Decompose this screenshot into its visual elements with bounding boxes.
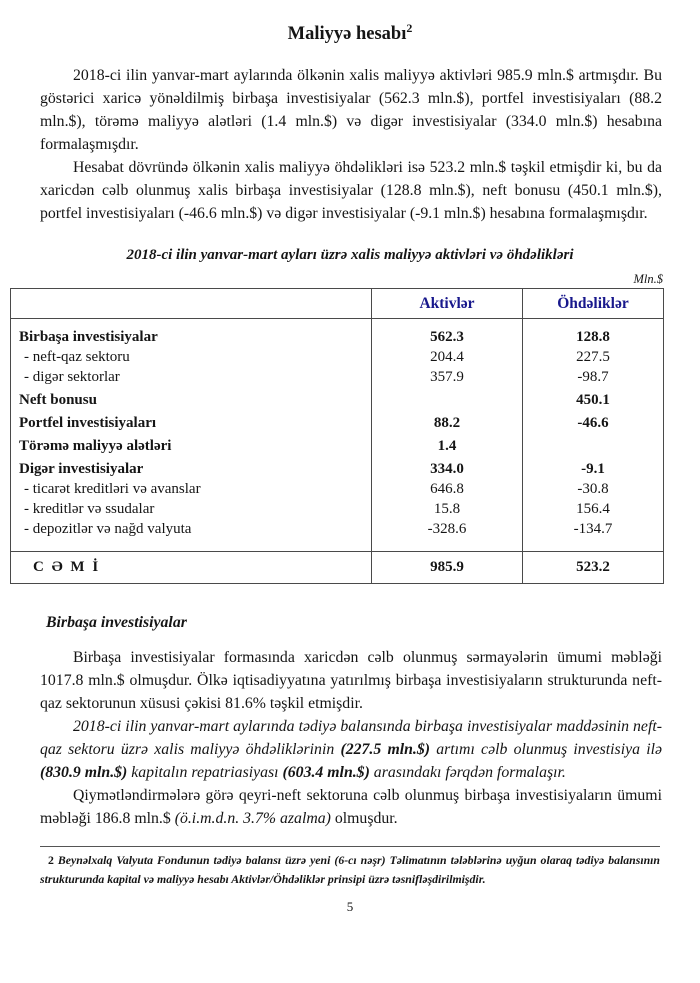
total-label: C Ə M İ: [11, 552, 372, 584]
table-row-direct-investments: [11, 319, 664, 349]
table-row-other-investments: [11, 457, 664, 480]
row-liabilities-value: -98.7: [523, 368, 664, 388]
row-label: - kreditlər və ssudalar: [24, 501, 155, 518]
paragraph-net-liabilities: Hesabat dövründə ölkənin xalis maliyyə öhdəlikləri isə 523.2 mln.$ təşkil etmişdir ki, bu da xaricdən cəlb olunmuş xalis birbaşa investisiyalar (128.8 mln.$), neft bonusu (450.1 mln.$), portfel investisiyaları (-46.6 mln.$) və digər investisiyalar (-9.1 mln.$) hesabına formalaşmışdır.: [40, 159, 662, 223]
row-label: - depozitlər və nağd valyuta: [24, 521, 192, 538]
paragraph-non-oil: [40, 784, 662, 830]
section-heading-direct-investments: Birbaşa investisiyalar: [46, 614, 187, 632]
text-segment: 2018-ci ilin yanvar-mart aylarında tədiyə balansında birbaşa investisiyalar maddəsinin neft-qaz sektoru üzrə xalis maliyyə öhdəliklərinin: [40, 718, 662, 759]
row-liabilities-value: 128.8: [523, 319, 664, 349]
highlight-value: (830.9 mln.$): [40, 764, 128, 782]
table-row-portfolio-investments: [11, 411, 664, 434]
table-caption: 2018-ci ilin yanvar-mart ayları üzrə xalis maliyyə aktivləri və öhdəlikləri: [126, 247, 574, 264]
footnote-separator-line: [40, 846, 660, 847]
page-title: [0, 0, 700, 46]
page-number: 5: [346, 899, 354, 915]
header-assets: Aktivlər: [372, 289, 523, 319]
row-liabilities-value: -46.6: [523, 411, 664, 434]
footnote-text: [40, 851, 660, 889]
table-row-oil-bonus: [11, 388, 664, 411]
row-assets-value: 15.8: [372, 500, 523, 520]
row-liabilities-value: -9.1: [523, 457, 664, 480]
financial-table: [10, 288, 664, 584]
row-label: Törəmə maliyyə alətləri: [19, 438, 172, 455]
header-empty-cell: [11, 289, 372, 319]
row-liabilities-value: 227.5: [523, 348, 664, 368]
text-segment: artımı cəlb olunmuş investisiya ilə: [430, 741, 662, 759]
table-unit-label: Mln.$: [633, 272, 663, 287]
row-assets-value: 88.2: [372, 411, 523, 434]
row-assets-value: 646.8: [372, 480, 523, 500]
table-header-row: [11, 289, 664, 319]
row-assets-value: [372, 388, 523, 411]
row-liabilities-value: -30.8: [523, 480, 664, 500]
table-spacer-row: [11, 540, 664, 552]
page-title-text: Maliyyə hesabı: [287, 24, 407, 45]
row-assets-value: 1.4: [372, 434, 523, 457]
row-liabilities-value: 156.4: [523, 500, 664, 520]
row-assets-value: -328.6: [372, 520, 523, 540]
table-row-deposits-cash: [11, 520, 664, 540]
highlight-value: (603.4 mln.$): [282, 764, 370, 782]
footnote-marker: 2: [48, 853, 54, 868]
row-liabilities-value: 450.1: [523, 388, 664, 411]
row-assets-value: 357.9: [372, 368, 523, 388]
row-liabilities-value: [523, 434, 664, 457]
paragraph-fdi-oil-gas: [40, 715, 662, 784]
row-label: - ticarət kreditləri və avanslar: [24, 481, 201, 498]
text-segment: olmuşdur.: [330, 810, 398, 828]
row-assets-value: 334.0: [372, 457, 523, 480]
table-row-oil-gas-sector: [11, 348, 664, 368]
row-liabilities-value: -134.7: [523, 520, 664, 540]
row-label: Portfel investisiyaları: [19, 415, 157, 432]
text-segment: kapitalın repatriasiyası: [127, 764, 283, 782]
row-label: Digər investisiyalar: [19, 461, 144, 478]
italic-note: (ö.i.m.d.n. 3.7% azalma): [174, 810, 331, 828]
row-assets-value: 204.4: [372, 348, 523, 368]
highlight-value: (227.5 mln.$): [340, 741, 431, 759]
row-label: Birbaşa investisiyalar: [19, 329, 158, 346]
row-label: - neft-qaz sektoru: [24, 349, 130, 366]
footnote-body: Beynəlxalq Valyuta Fondunun tədiyə balansı üzrə yeni (6-cı nəşr) Təlimatının tələblərinə uyğun olaraq tədiyə balansının strukturunda kapital və maliyyə hesabı Aktivlər/Öhdəliklər prinsipi üzrə təsnifləşdirilmişdir.: [40, 853, 660, 887]
footnote-reference: 2: [406, 21, 413, 35]
table-row-trade-credits: [11, 480, 664, 500]
paragraph-fdi-total: Birbaşa investisiyalar formasında xaricdən cəlb olunmuş sərmayələrin ümumi məbləği 1017.8 mln.$ olmuşdur. Ölkə iqtisadiyyatına yatırılmış birbaşa investisiyaların strukturunda neft-qaz sektorunun xüsusi çəkisi 81.6% təşkil etmişdir.: [40, 649, 662, 713]
row-label: Neft bonusu: [19, 392, 97, 409]
row-assets-value: 562.3: [372, 319, 523, 349]
text-segment: Qiymətləndirmələrə görə qeyri-neft sektoruna cəlb olunmuş birbaşa investisiyaların ümumi məbləği 186.8 mln.$: [40, 787, 662, 828]
table-row-credits-loans: [11, 500, 664, 520]
row-label: - digər sektorlar: [24, 369, 120, 386]
header-liabilities: Öhdəliklər: [523, 289, 664, 319]
total-assets-value: 985.9: [372, 552, 523, 584]
total-liabilities-value: 523.2: [523, 552, 664, 584]
table-total-row: [11, 552, 664, 584]
text-segment: arasındakı fərqdən formalaşır.: [369, 764, 566, 782]
table-row-other-sectors: [11, 368, 664, 388]
paragraph-net-assets: 2018-ci ilin yanvar-mart aylarında ölkənin xalis maliyyə aktivləri 985.9 mln.$ artmışdır. Bu göstərici xaricə yönəldilmiş birbaşa investisiyalar (562.3 mln.$), portfel investisiyaları (88.2 mln.$), törəmə maliyyə alətləri (1.4 mln.$) və digər investisiyalar (334.0 mln.$) hesabına formalaşmışdır.: [40, 67, 662, 154]
table-row-derivatives: [11, 434, 664, 457]
